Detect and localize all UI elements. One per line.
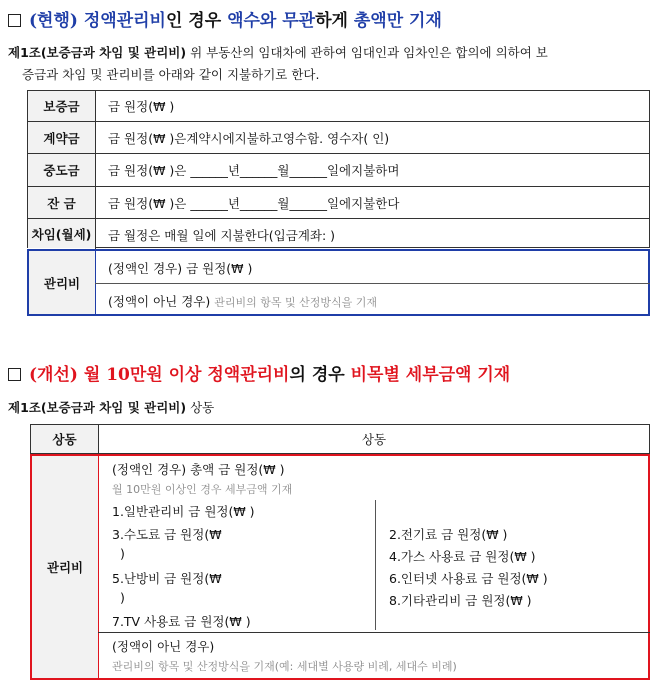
article-body-line1: 위 부동산의 임대차에 관하여 임대인과 임차인은 합의에 의하여 보	[186, 45, 548, 60]
item-electricity: 2.전기료 금 원정(₩ )	[389, 527, 508, 542]
header-right: 상동	[361, 432, 387, 447]
section2-article	[8, 397, 214, 419]
item-water-close: )	[120, 546, 125, 561]
item-gas: 4.가스 사용료 금 원정(₩ )	[389, 549, 536, 564]
nonfixed-note: 관리비의 항목 및 산정방식을 기재(예: 세대별 사용량 비례, 세대수 비례)	[112, 660, 457, 673]
mgmt-nonfixed-label: (정액이 아닌 경우)	[108, 294, 215, 309]
contract-deposit-value: 금 원정(₩ )은계약시에지불하고영수함. 영수자( 인)	[108, 131, 390, 146]
item-internet: 6.인터넷 사용료 금 원정(₩ )	[389, 571, 548, 586]
mgmt-nonfixed-note: 관리비의 항목 및 산정방식을 기재	[214, 296, 377, 309]
checkbox-icon	[8, 14, 21, 27]
article-heading: 제1조(보증금과 차임 및 관리비)	[8, 400, 187, 415]
nonfixed-title: (정액이 아닌 경우)	[112, 639, 215, 654]
item-other: 8.기타관리비 금 원정(₩ )	[389, 593, 532, 608]
article-heading: 제1조(보증금과 차임 및 관리비)	[8, 45, 187, 60]
article-tail: 상동	[186, 400, 215, 415]
label-mgmt-fee: 관리비	[29, 251, 95, 314]
title-segment: 액수와 무관	[227, 11, 316, 31]
item-water: 3.수도료 금 원정(₩	[112, 527, 222, 542]
label-interim-payment: 중도금	[28, 154, 95, 186]
header-left: 상동	[31, 425, 98, 453]
item-heating-close: )	[120, 590, 125, 605]
label-contract-deposit: 계약금	[28, 122, 95, 153]
title-segment: 의 경우	[289, 365, 351, 385]
article-body-line2: 증금과 차임 및 관리비를 아래와 같이 지불하기로 한다.	[22, 67, 320, 82]
mgmt-fixed-row: (정액인 경우) 금 원정(₩ )	[108, 261, 253, 276]
balance-value: 금 원정(₩ )은 ______년______월______일에지불한다	[108, 196, 400, 211]
deposit-value: 금 원정(₩ )	[108, 99, 175, 114]
section1-title	[8, 6, 442, 31]
label-balance: 잔 금	[28, 187, 95, 218]
mgmt-nonfixed-row	[108, 292, 377, 310]
checkbox-icon	[8, 368, 21, 381]
title-segment: 인 경우	[165, 11, 228, 31]
fixed-total-row: (정액인 경우) 총액 금 원정(₩ )	[112, 462, 285, 477]
item-tv: 7.TV 사용료 금 원정(₩ )	[112, 614, 251, 629]
title-segment: 하게	[315, 11, 354, 31]
label-mgmt-fee-improved: 관리비	[32, 456, 98, 678]
interim-payment-value: 금 원정(₩ )은 ______년______월______일에지불하며	[108, 163, 400, 178]
section2-title	[8, 360, 510, 385]
title-segment: 총액만 기재	[353, 11, 442, 31]
title-segment: (현행) 정액관리비	[29, 11, 166, 31]
label-deposit: 보증금	[28, 91, 95, 121]
title-segment: (개선) 월 10만원 이상 정액관리비	[29, 365, 290, 385]
label-monthly-rent: 차임(월세)	[28, 219, 95, 248]
monthly-rent-value: 금 월정은 매월 일에 지불한다(입금계좌: )	[108, 228, 336, 243]
title-segment: 비목별 세부금액 기재	[350, 365, 511, 385]
item-heating: 5.난방비 금 원정(₩	[112, 571, 222, 586]
section1-article	[8, 42, 548, 64]
fixed-note: 월 10만원 이상인 경우 세부금액 기재	[112, 483, 293, 496]
item-general-mgmt: 1.일반관리비 금 원정(₩ )	[112, 504, 255, 519]
